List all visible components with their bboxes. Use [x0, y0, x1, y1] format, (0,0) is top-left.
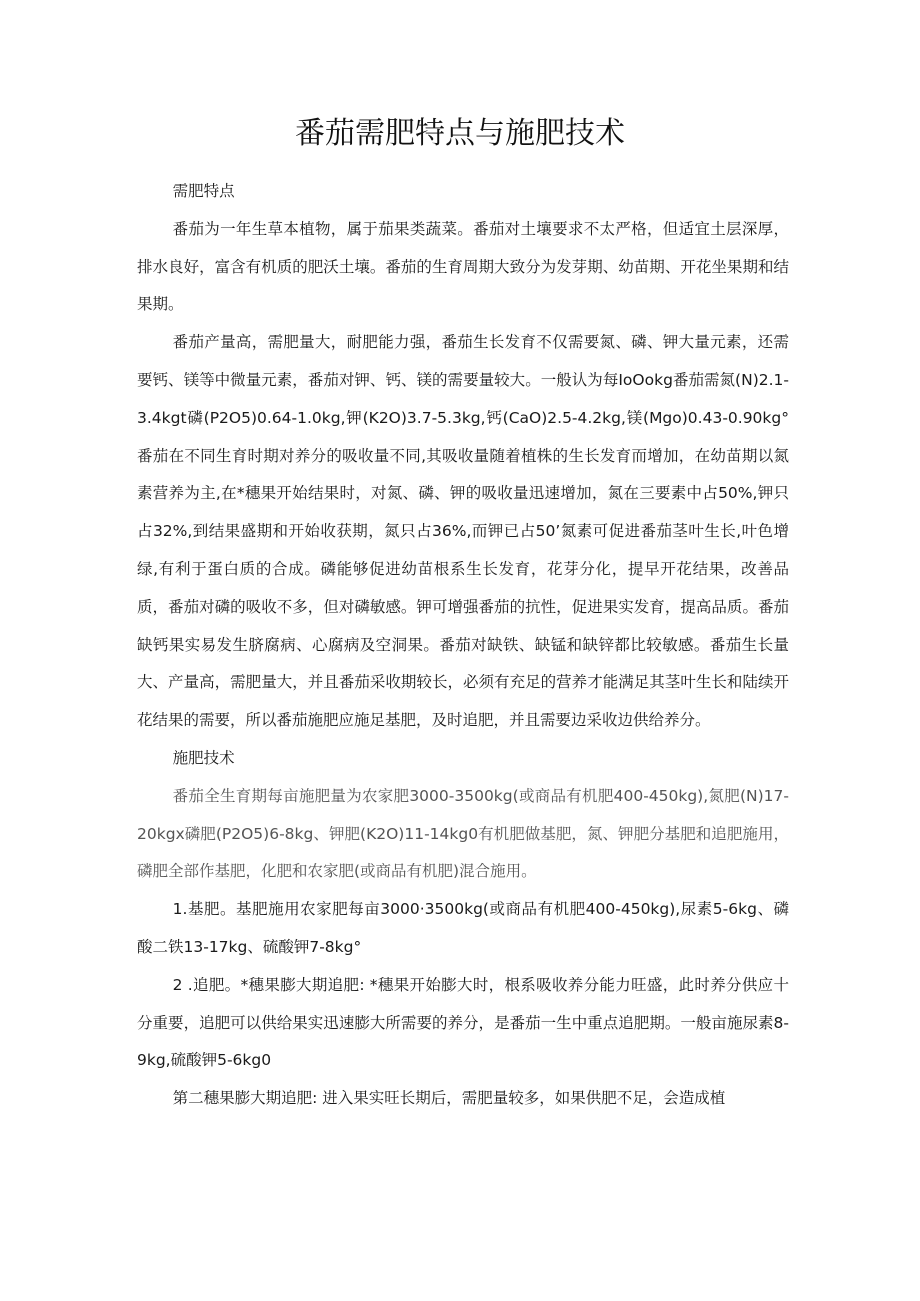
paragraph-base-fertilizer: 1.基肥。基肥施用农家肥每亩3000·3500kg(或商品有机肥400-450kg),尿素5-6kg、磷酸二铁13-17kg、硫酸钾7-8kg° — [137, 900, 789, 956]
paragraph-total-fertilizer: 番茄全生育期每亩施肥量为农家肥3000-3500kg(或商品有机肥400-450kg),氮肥(N)17-20kgx磷肥(P2O5)6-8kg、钾肥(K2O)11-14kg0有机肥做基肥，氮、钾肥分基肥和追肥施用，磷肥全部作基肥，化肥和农家肥(或商品有机肥)混合施用。 — [137, 786, 789, 881]
paragraph-nutrient-needs: 番茄产量高，需肥量大，耐肥能力强，番茄生长发育不仅需要氮、磷、钾大量元素，还需要钙、镁等中微量元素，番茄对钾、钙、镁的需要量较大。一般认为每IoOokg番茄需氮(N)2.1-3.4kgt磷(P2O5)0.64-1.0kg,钾(K2O)3.7-5.3kg,钙(CaO)2.5-4.2kg,镁(Mgo)0.43-0.90kg°番茄在不同生育时期对养分的吸收量不同,其吸收量随着植株的生长发育而增加，在幼苗期以氮素营养为主,在*穗果开始结果时，对氮、磷、钾的吸收量迅速增加，氮在三要素中占50%,钾只占32%,到结果盛期和开始收获期，氮只占36%,而钾已占50’氮素可促进番茄茎叶生长,叶色增绿,有利于蛋白质的合成。磷能够促进幼苗根系生长发育，花芽分化，提早开花结果，改善品质，番茄对磷的吸收不多，但对磷敏感。钾可增强番茄的抗性，促进果实发育，提高品质。番茄缺钙果实易发生脐腐病、心腐病及空洞果。番茄对缺铁、缺锰和缺锌都比较敏感。番茄生长量大、产量高，需肥量大，并且番茄采收期较长，必须有充足的营养才能满足其茎叶生长和陆续开花结果的需要，所以番茄施肥应施足基肥，及时追肥，并且需要边采收边供给养分。 — [137, 333, 789, 730]
paragraph-intro: 番茄为一年生草本植物，属于茄果类蔬菜。番茄对土壤要求不太严格，但适宜土层深厚，排水良好，富含有机质的肥沃土壤。番茄的生育周期大致分为发芽期、幼苗期、开花坐果期和结果期。 — [137, 219, 789, 314]
paragraph-second-cluster: 第二穗果膨大期追肥: 进入果实旺长期后，需肥量较多，如果供肥不足，会造成植 — [172, 1089, 726, 1108]
section-heading-techniques: 施肥技术 — [172, 748, 235, 767]
paragraph-topdressing: 2 .追肥。*穗果膨大期追肥: *穗果开始膨大时，根系吸收养分能力旺盛，此时养分供应十分重要，追肥可以供给果实迅速膨大所需要的养分，是番茄一生中重点追肥期。一般亩施尿素8-9kg,硫酸钾5-6kg0 — [137, 975, 789, 1070]
page-title: 番茄需肥特点与施肥技术 — [295, 116, 625, 151]
document-body — [137, 173, 789, 1118]
section-heading-requirements: 需肥特点 — [172, 182, 235, 200]
